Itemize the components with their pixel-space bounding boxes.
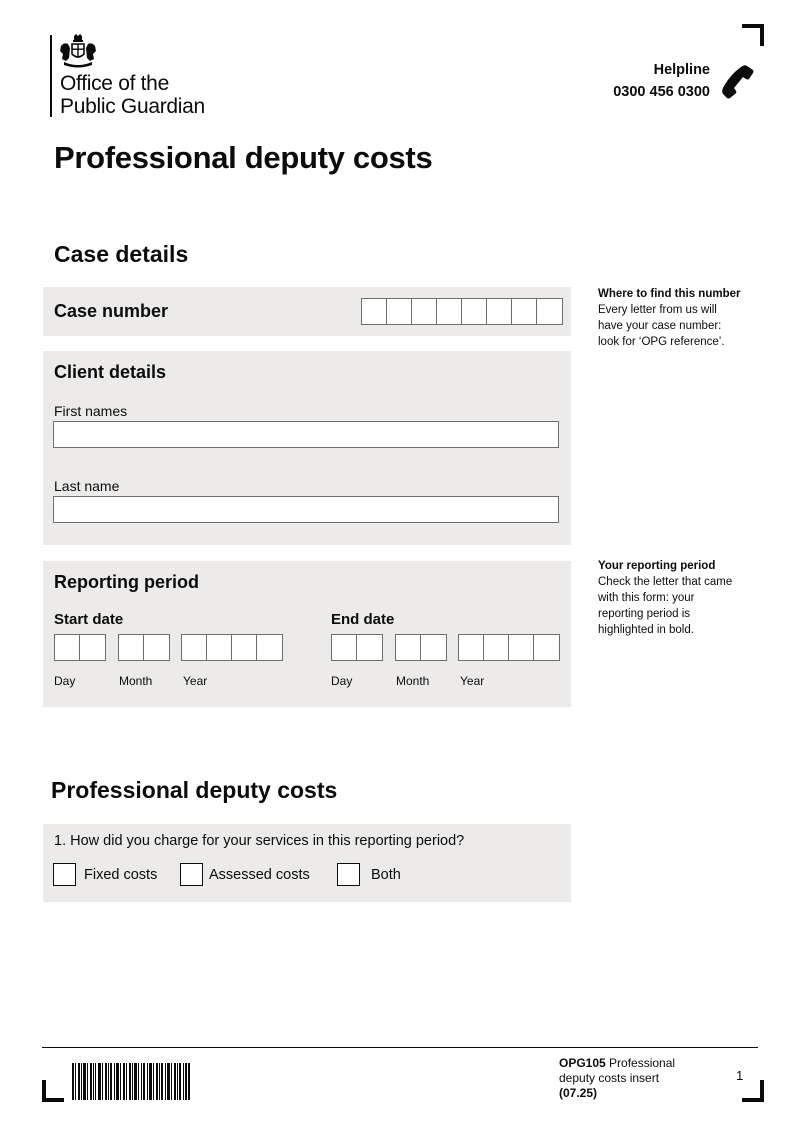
end-month-digit[interactable] [421, 635, 446, 660]
fixed-costs-checkbox[interactable] [53, 863, 76, 886]
reporting-period-note-title: Your reporting period [598, 560, 716, 572]
logo-rule [50, 35, 52, 117]
first-names-label: First names [54, 403, 128, 419]
case-number-note-title: Where to find this number [598, 288, 741, 300]
assessed-costs-label: Assessed costs [209, 867, 310, 883]
reporting-period-note-body: Check the letter that came with this form: your reporting period is highlighted in bold. [598, 576, 733, 636]
case-number-note-body: Every letter from us will have your case number: look for ‘OPG reference’. [598, 304, 725, 348]
form-name-part1: Professional [605, 1056, 676, 1070]
barcode-icon [72, 1063, 190, 1100]
start-date-label: Start date [54, 611, 124, 628]
end-day-caption: Day [331, 674, 353, 688]
registration-mark-top-right [742, 24, 764, 46]
helpline-number: 0300 456 0300 [613, 84, 710, 100]
end-day-input[interactable] [331, 634, 383, 661]
start-year-digit[interactable] [207, 635, 232, 660]
start-day-input[interactable] [54, 634, 106, 661]
both-checkbox[interactable] [337, 863, 360, 886]
first-names-field[interactable] [53, 421, 559, 448]
case-number-digit[interactable] [437, 299, 462, 324]
start-month-digit[interactable] [119, 635, 144, 660]
case-number-digit[interactable] [387, 299, 412, 324]
page-number: 1 [736, 1068, 744, 1083]
reporting-period-panel [43, 561, 571, 707]
both-label: Both [371, 867, 401, 883]
charging-question: 1. How did you charge for your services in this reporting period? [54, 833, 465, 849]
royal-crest-icon [58, 34, 98, 68]
registration-mark-bottom-left [42, 1080, 64, 1102]
end-month-digit[interactable] [396, 635, 421, 660]
reporting-period-note [598, 558, 758, 638]
last-name-label: Last name [54, 478, 120, 494]
end-day-digit[interactable] [332, 635, 357, 660]
reporting-period-heading: Reporting period [54, 572, 199, 592]
start-month-digit[interactable] [144, 635, 169, 660]
start-day-digit[interactable] [55, 635, 80, 660]
start-year-digit[interactable] [182, 635, 207, 660]
case-number-input[interactable] [361, 298, 563, 325]
footer-divider [42, 1047, 758, 1048]
phone-icon [720, 64, 756, 100]
end-year-caption: Year [460, 674, 485, 688]
case-number-note [598, 286, 758, 350]
form-reference [559, 1056, 709, 1101]
case-number-digit[interactable] [362, 299, 387, 324]
end-year-digit[interactable] [534, 635, 559, 660]
end-year-digit[interactable] [484, 635, 509, 660]
end-day-digit[interactable] [357, 635, 382, 660]
end-year-digit[interactable] [459, 635, 484, 660]
end-year-input[interactable] [458, 634, 560, 661]
registration-mark-bottom-right [742, 1080, 764, 1102]
start-day-caption: Day [54, 674, 76, 688]
organisation-name [60, 72, 205, 118]
assessed-costs-checkbox[interactable] [180, 863, 203, 886]
form-version: (07.25) [559, 1086, 598, 1100]
charging-question-panel [43, 824, 571, 902]
start-day-digit[interactable] [80, 635, 105, 660]
organisation-name-line2: Public Guardian [60, 95, 205, 118]
case-number-digit[interactable] [462, 299, 487, 324]
end-year-digit[interactable] [509, 635, 534, 660]
case-number-digit[interactable] [487, 299, 512, 324]
client-details-heading: Client details [54, 362, 167, 382]
client-details-panel [43, 351, 571, 545]
start-month-caption: Month [119, 674, 153, 688]
end-date-label: End date [331, 611, 395, 628]
form-name-part2: deputy costs insert [559, 1071, 660, 1085]
case-number-digit[interactable] [537, 299, 562, 324]
organisation-name-line1: Office of the [60, 72, 169, 95]
start-year-caption: Year [183, 674, 208, 688]
helpline-label: Helpline [653, 62, 710, 78]
case-number-label: Case number [54, 301, 169, 321]
last-name-field[interactable] [53, 496, 559, 523]
fixed-costs-label: Fixed costs [84, 867, 158, 883]
case-details-heading: Case details [54, 241, 189, 267]
page-title: Professional deputy costs [54, 140, 433, 175]
case-number-digit[interactable] [412, 299, 437, 324]
form-code: OPG105 [559, 1056, 606, 1070]
end-month-input[interactable] [395, 634, 447, 661]
case-number-digit[interactable] [512, 299, 537, 324]
deputy-costs-heading: Professional deputy costs [51, 777, 338, 803]
start-year-input[interactable] [181, 634, 283, 661]
start-month-input[interactable] [118, 634, 170, 661]
start-year-digit[interactable] [257, 635, 282, 660]
start-year-digit[interactable] [232, 635, 257, 660]
end-month-caption: Month [396, 674, 430, 688]
case-number-panel [43, 287, 571, 336]
